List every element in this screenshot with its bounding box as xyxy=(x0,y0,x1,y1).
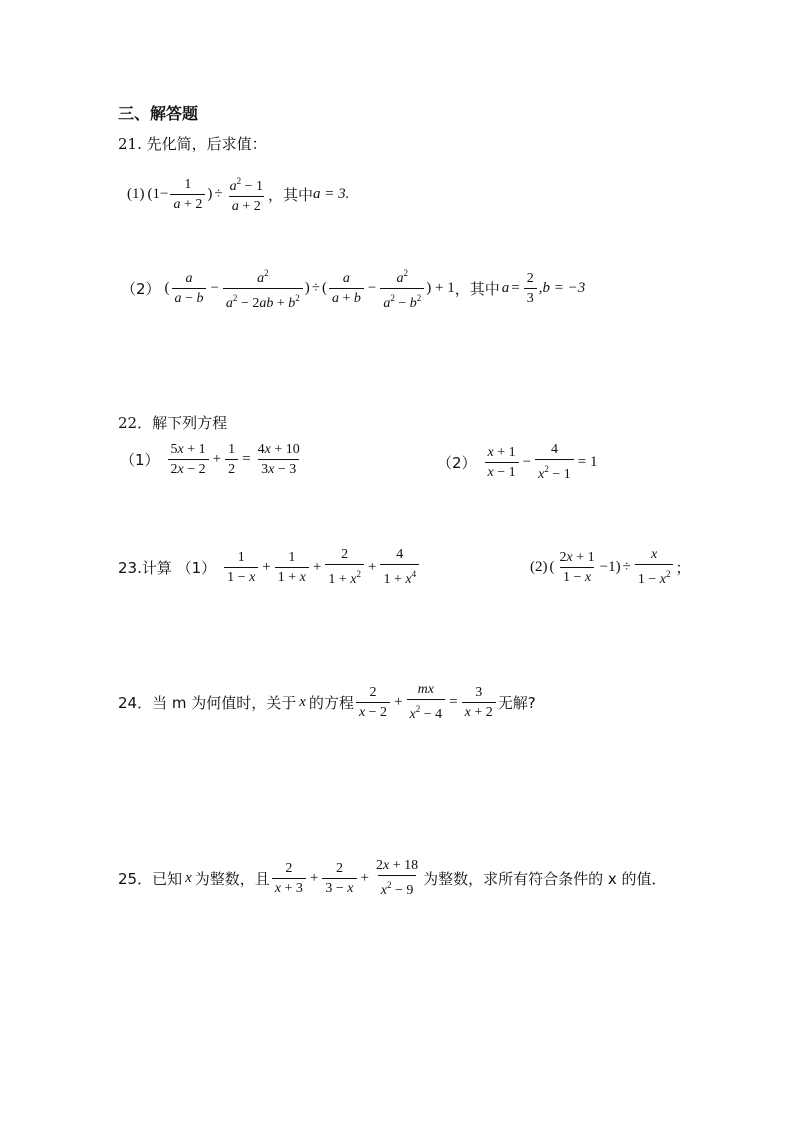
q24: 24．当 m 为何值时，关于 x 的方程 $\frac{2}{x - 2}$ + $\frac{mx}{x^2 - 4}$ = $\frac{3}{x + 2}$ 无解? xyxy=(118,682,536,722)
fraction: $\frac{2x + 1}{1 - x}$ xyxy=(559,549,595,585)
q24-end: 无解? xyxy=(497,693,536,712)
q21-p2-condition: ，其中 xyxy=(454,280,500,298)
q24-label: 24．当 m 为何值时，关于 xyxy=(118,693,297,712)
q23-label: 23.计算 （1） xyxy=(118,558,217,577)
q21-part2: （2） ( $\frac{a}{a - b}$ − $\frac{a^2}{a^2 - 2ab + b^2}$ ) ÷ ( $\frac{a}{a + b}$ − $\frac{a^2}{a^2 - b^2}$ ) + 1 ，其中 a = $\frac{2}{3}$ ,b = −3 xyxy=(121,264,585,313)
fraction: $\frac{mx}{x^2 - 4}$ xyxy=(407,680,446,724)
fraction: $\frac{2}{3 - x}$ xyxy=(322,859,356,898)
fraction: $\frac{2}{x + 3}$ xyxy=(272,859,306,898)
q21-p2-b-value: ,b = −3 xyxy=(538,280,586,296)
fraction: $\frac{1}{1 + x}$ xyxy=(275,548,309,587)
q21-label: 21. 先化简，后求值： xyxy=(118,135,267,153)
q22-label: 22．解下列方程 xyxy=(118,414,228,432)
fraction: $\frac{4}{x^2 - 1}$ xyxy=(535,440,574,484)
fraction: $\frac{x}{1 - x^2}$ xyxy=(635,545,674,589)
q23-p2-end: ； xyxy=(675,558,691,577)
fraction: $\frac{4x + 10}{3x - 3}$ xyxy=(257,442,300,477)
q22-p2-tag: （2） xyxy=(437,453,477,472)
q22-part1: （1） $\frac{5x + 1}{2x - 2}$ + $\frac{1}{2}$ = $\frac{4x + 10}{3x - 3}$ xyxy=(120,440,305,479)
fraction: $\frac{4}{1 + x^4}$ xyxy=(380,545,419,589)
q21-p1-tag: (1) xyxy=(127,185,145,202)
q21-p2-tag: （2） xyxy=(121,280,161,298)
q25-mid: 为整数，且 xyxy=(194,869,270,888)
fraction: $\frac{a^2}{a^2 - 2ab + b^2}$ xyxy=(223,264,303,313)
fraction: $\frac{a^2}{a^2 - b^2}$ xyxy=(380,264,424,313)
fraction: $\frac{2x + 18}{x^2 - 9}$ xyxy=(375,858,419,898)
fraction: $\frac{2}{3}$ xyxy=(524,269,537,308)
q22-p1-tag: （1） xyxy=(120,451,160,469)
q23-part2: (2) ( $\frac{2x + 1}{1 - x}$ −1) ÷ $\frac{x}{1 - x^2}$ ； xyxy=(530,547,691,587)
fraction: $\frac{a}{a + b}$ xyxy=(329,269,364,308)
fraction: $\frac{x + 1}{x - 1}$ xyxy=(485,443,519,482)
q22-part2: （2） $\frac{x + 1}{x - 1}$ − $\frac{4}{x^2 - 1}$ = 1 xyxy=(437,442,598,482)
fraction: $\frac{2}{1 + x^2}$ xyxy=(325,545,364,589)
fraction: $\frac{1}{2}$ xyxy=(225,440,238,479)
fraction: $\frac{1}{1 - x}$ xyxy=(224,548,258,587)
section-title: 三、解答题 xyxy=(118,104,199,123)
fraction: $\frac{1}{a + 2}$ xyxy=(170,175,205,214)
fraction: $\frac{5x + 1}{2x - 2}$ xyxy=(168,440,209,479)
fraction: $\frac{a^2 - 1}{a + 2}$ xyxy=(229,176,264,214)
q25-label: 25．已知 xyxy=(118,869,183,888)
q21-part1: (1) (1− $\frac{1}{a + 2}$ ) ÷ $\frac{a^2 - 1}{a + 2}$ ，其中 a = 3. xyxy=(127,172,349,216)
q25-end: 为整数，求所有符合条件的 x 的值． xyxy=(423,869,667,888)
q23-part1: 23.计算 （1） $\frac{1}{1 - x}$ + $\frac{1}{1 + x}$ + $\frac{2}{1 + x^2}$ + $\frac{4}{1 + x^4}$ xyxy=(118,545,421,589)
q23-p2-tag: (2) xyxy=(530,558,548,575)
q21-p1-value: a = 3. xyxy=(313,185,350,202)
q21-p1-condition: ，其中 xyxy=(268,185,314,204)
fraction: $\frac{3}{x + 2}$ xyxy=(462,683,496,722)
fraction: $\frac{2}{x - 2}$ xyxy=(356,683,390,722)
q24-mid: 的方程 xyxy=(308,693,354,712)
fraction: $\frac{a}{a - b}$ xyxy=(172,269,207,308)
q25: 25．已知 x 为整数，且 $\frac{2}{x + 3}$ + $\frac{2}{3 - x}$ + $\frac{2x + 18}{x^2 - 9}$ 为整数，求所有符合条件的 x 的值． xyxy=(118,858,667,898)
